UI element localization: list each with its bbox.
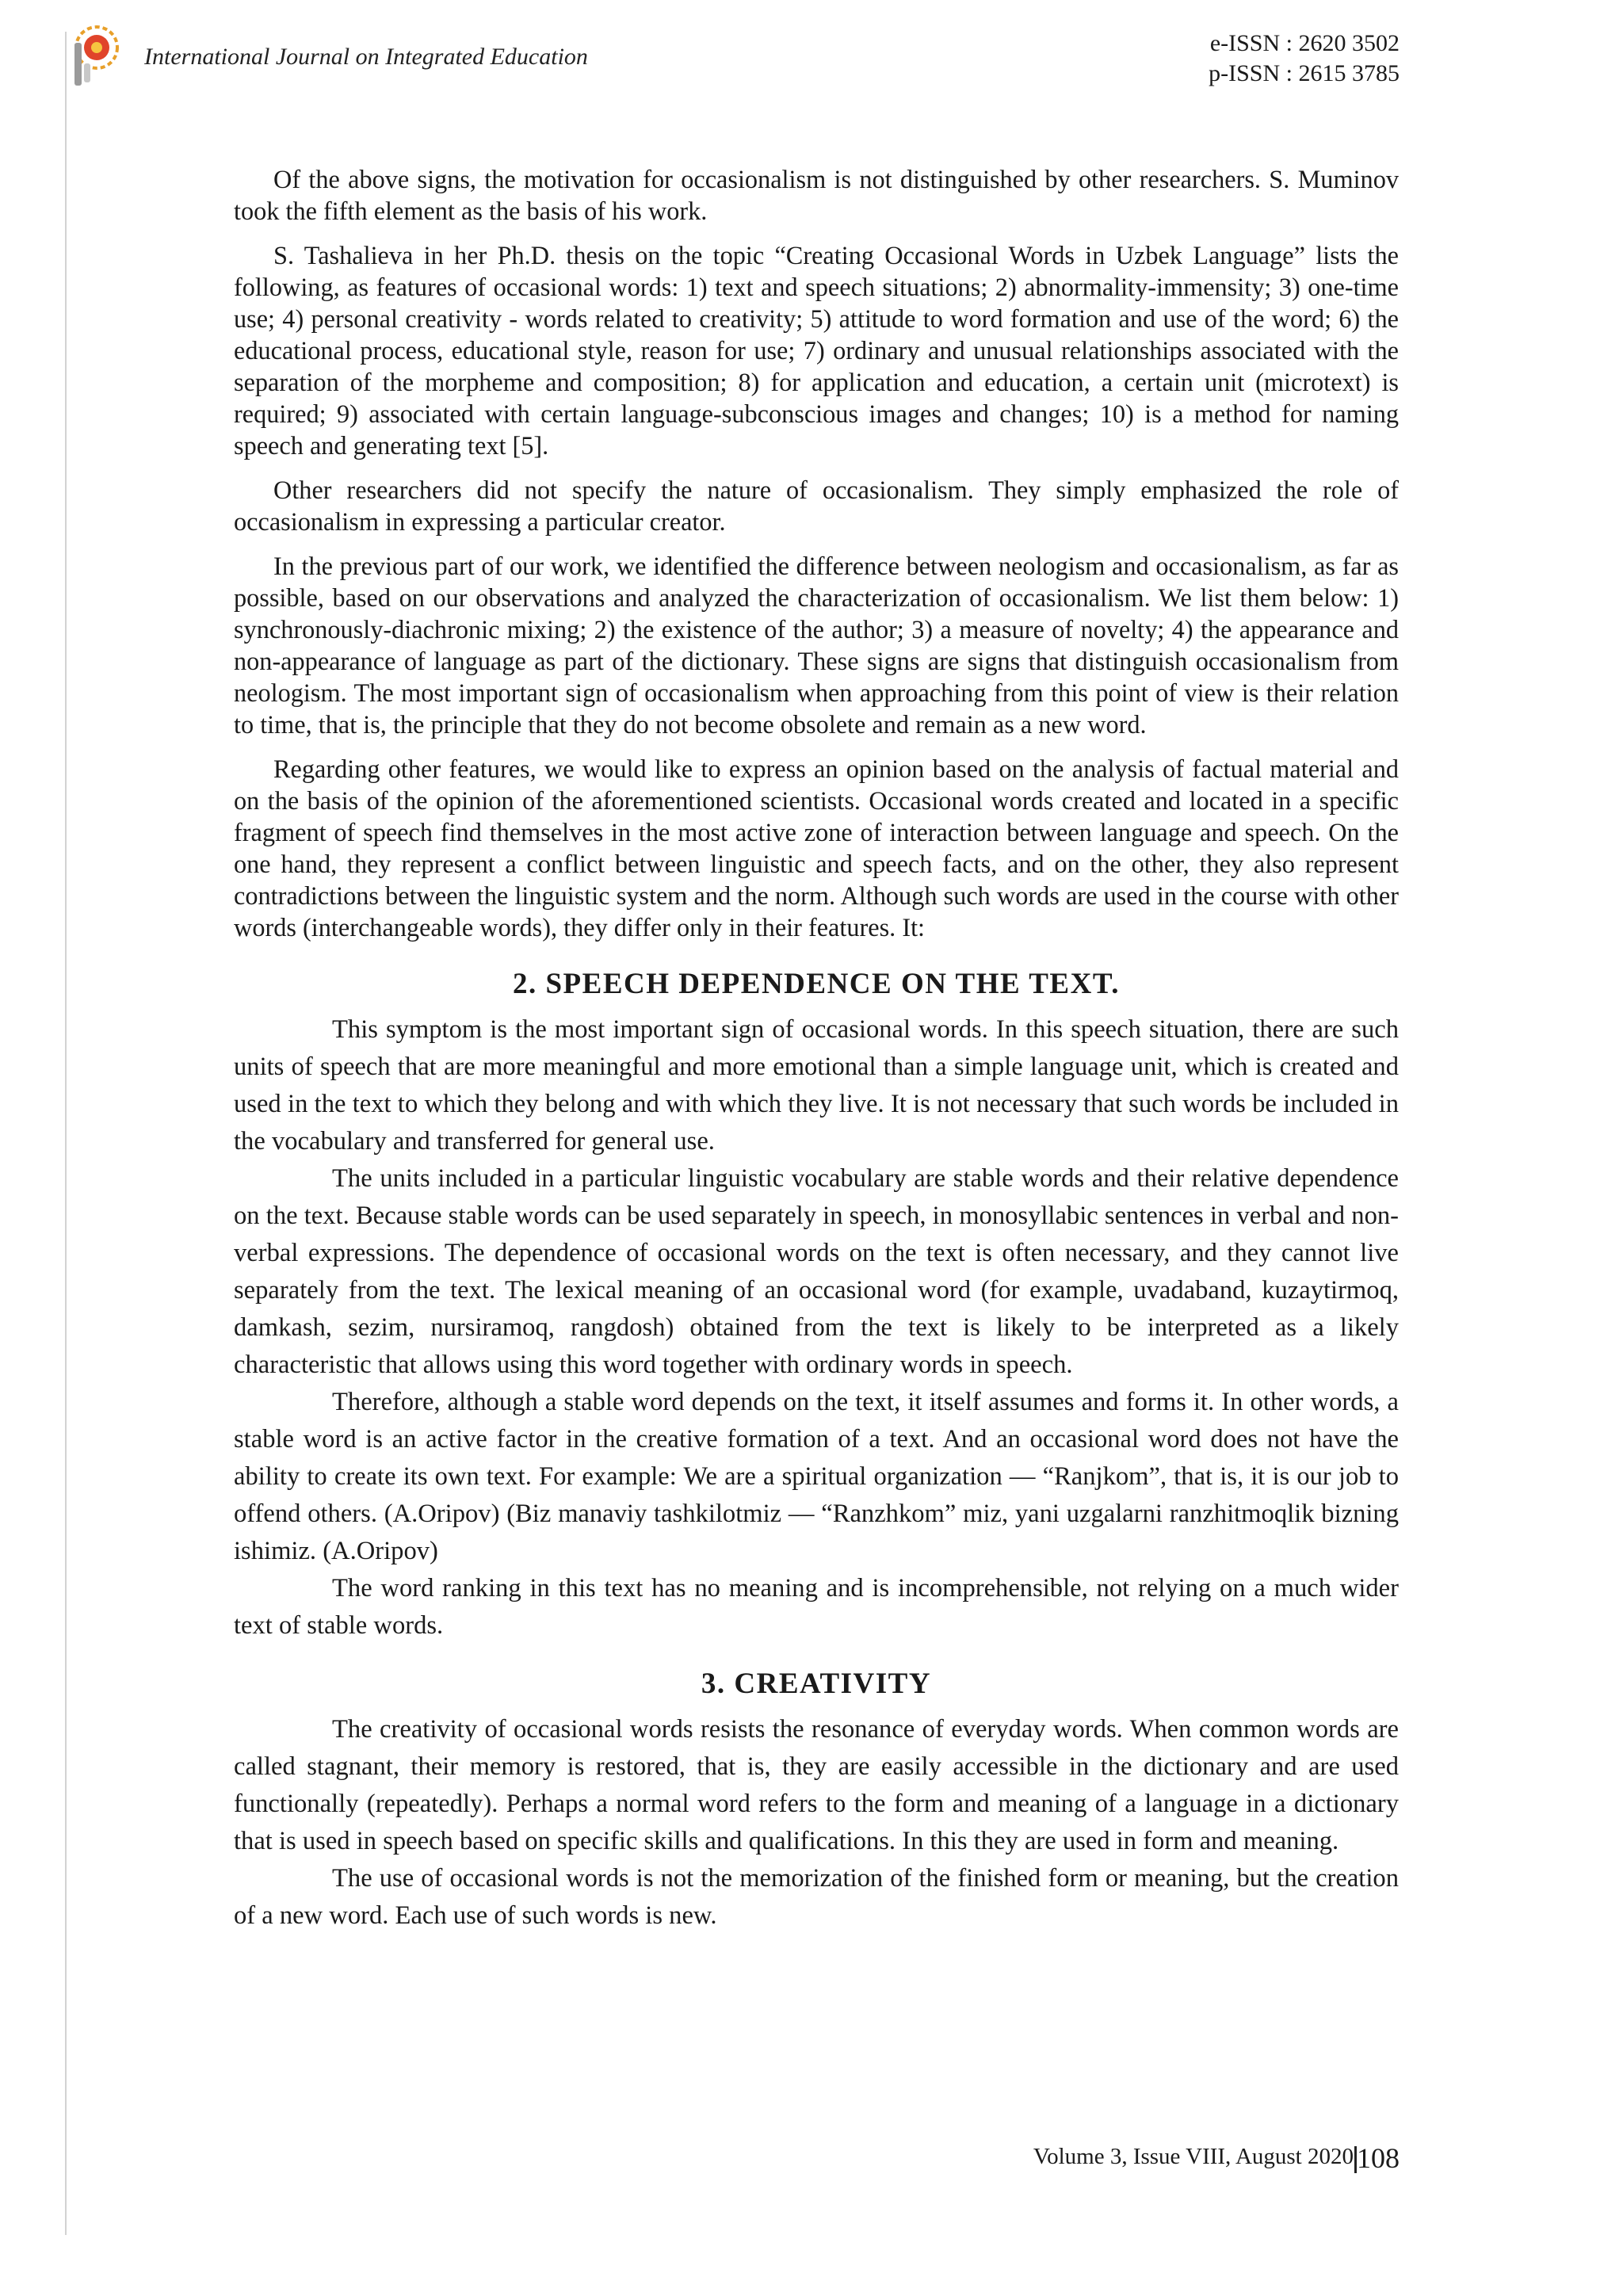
paragraph: Other researchers did not specify the nature of occasionalism. They simply emphasized the role of occasionalism in expressing a particular creator.	[234, 476, 1399, 536]
article-body	[234, 163, 1399, 1935]
paragraph: The word ranking in this text has no meaning and is incomprehensible, not relying on a much wider text of stable words.	[234, 1574, 1399, 1640]
journal-name: International Journal on Integrated Education	[144, 44, 588, 70]
paragraph: The units included in a particular linguistic vocabulary are stable words and their relative dependence on the text. Because stable words can be used separately in speech, in monosyllabic sentences in verbal and non-verbal expressions. The dependence of occasional words on the text is often necessary, and they cannot live separately from the text. The lexical meaning of an occasional word (for example, uvadaband, kuzaytirmoq, damkash, sezim, nursiramoq, rangdosh) obtained from the text is likely to be interpreted as a likely characteristic that allows using this word together with ordinary words in speech.	[234, 1164, 1399, 1379]
section-heading-speech-dependence: 2. SPEECH DEPENDENCE ON THE TEXT.	[512, 968, 1120, 1000]
footer-volume	[1033, 2144, 1354, 2170]
page-number: 108	[1357, 2142, 1400, 2174]
paragraph: In the previous part of our work, we identified the difference between neologism and occasionalism, as far as possible, based on our observations and analyzed the characterization of occasionalism. We list them below: 1) synchronously-diachronic mixing; 2) the existence of the author; 3) a measure of novelty; 4) the appearance and non-appearance of language as part of the dictionary. These signs are signs that distinguish occasionalism from neologism. The most important sign of occasionalism when approaching from this point of view is their relation to time, that is, the principle that they do not become obsolete and remain as a new word.	[234, 552, 1399, 739]
paragraph: The use of occasional words is not the memorization of the finished form or meaning, but the creation of a new word. Each use of such words is new.	[234, 1864, 1399, 1930]
section-heading-creativity: 3. CREATIVITY	[701, 1668, 932, 1700]
paragraph: S. Tashalieva in her Ph.D. thesis on the topic “Creating Occasional Words in Uzbek Language” lists the following, as features of occasional words: 1) text and speech situations; 2) abnormality-immensity; 3) one-time use; 4) personal creativity - words related to creativity; 5) attitude to word formation and use of the word; 6) the educational process, educational style, reason for use; 7) ordinary and unusual relationships associated with the separation of the morpheme and composition; 8) for application and education, a certain unit (microtext) is required; 9) associated with certain language-subconscious images and changes; 10) is a method for naming speech and generating text [5].	[234, 241, 1399, 460]
paragraph: Regarding other features, we would like to express an opinion based on the analysis of factual material and on the basis of the opinion of the aforementioned scientists. Occasional words created and located in a specific fragment of speech find themselves in the most active zone of interaction between language and speech. On the one hand, they represent a conflict between linguistic and speech facts, and on the other, they also represent contradictions between the linguistic system and the norm. Although such words are used in the course with other words (interchangeable words), they differ only in their features. It:	[234, 755, 1399, 942]
footer-divider	[1354, 2146, 1357, 2173]
volume-info: Volume 3, Issue VIII, August 2020	[1033, 2144, 1354, 2169]
paragraph: Therefore, although a stable word depends on the text, it itself assumes and forms it. In other words, a stable word is an active factor in the creative formation of a text. And an occasional word does not have the ability to create its own text. For example: We are a spiritual organization — “Ranjkom”, that is, it is our job to offend others. (A.Oripov) (Biz manaviy tashkilotmiz — “Ranzhkom” miz, yani uzgalarni ranzhitmoqlik bizning ishimiz. (A.Oripov)	[234, 1388, 1399, 1565]
margin-rule	[65, 32, 67, 2235]
issn-block	[1209, 29, 1400, 89]
paragraph: This symptom is the most important sign of occasional words. In this speech situation, there are such units of speech that are more meaningful and more emotional than a simple language unit, which is created and used in the text to which they belong and with which they live. It is not necessary that such words be included in the vocabulary and transferred for general use.	[234, 1015, 1399, 1156]
eissn: e-ISSN : 2620 3502	[1209, 30, 1400, 56]
paragraph: The creativity of occasional words resists the resonance of everyday words. When common words are called stagnant, their memory is restored, that is, they are easily accessible in the dictionary and are used functionally (repeatedly). Perhaps a normal word refers to the form and meaning of a language in a dictionary that is used in speech based on specific skills and qualifications. In this they are used in form and meaning.	[234, 1715, 1399, 1855]
paragraph: Of the above signs, the motivation for occasionalism is not distinguished by other researchers. S. Muminov took the fifth element as the basis of his work.	[234, 165, 1399, 225]
journal-logo-icon	[68, 24, 124, 89]
pissn: p-ISSN : 2615 3785	[1209, 60, 1400, 86]
